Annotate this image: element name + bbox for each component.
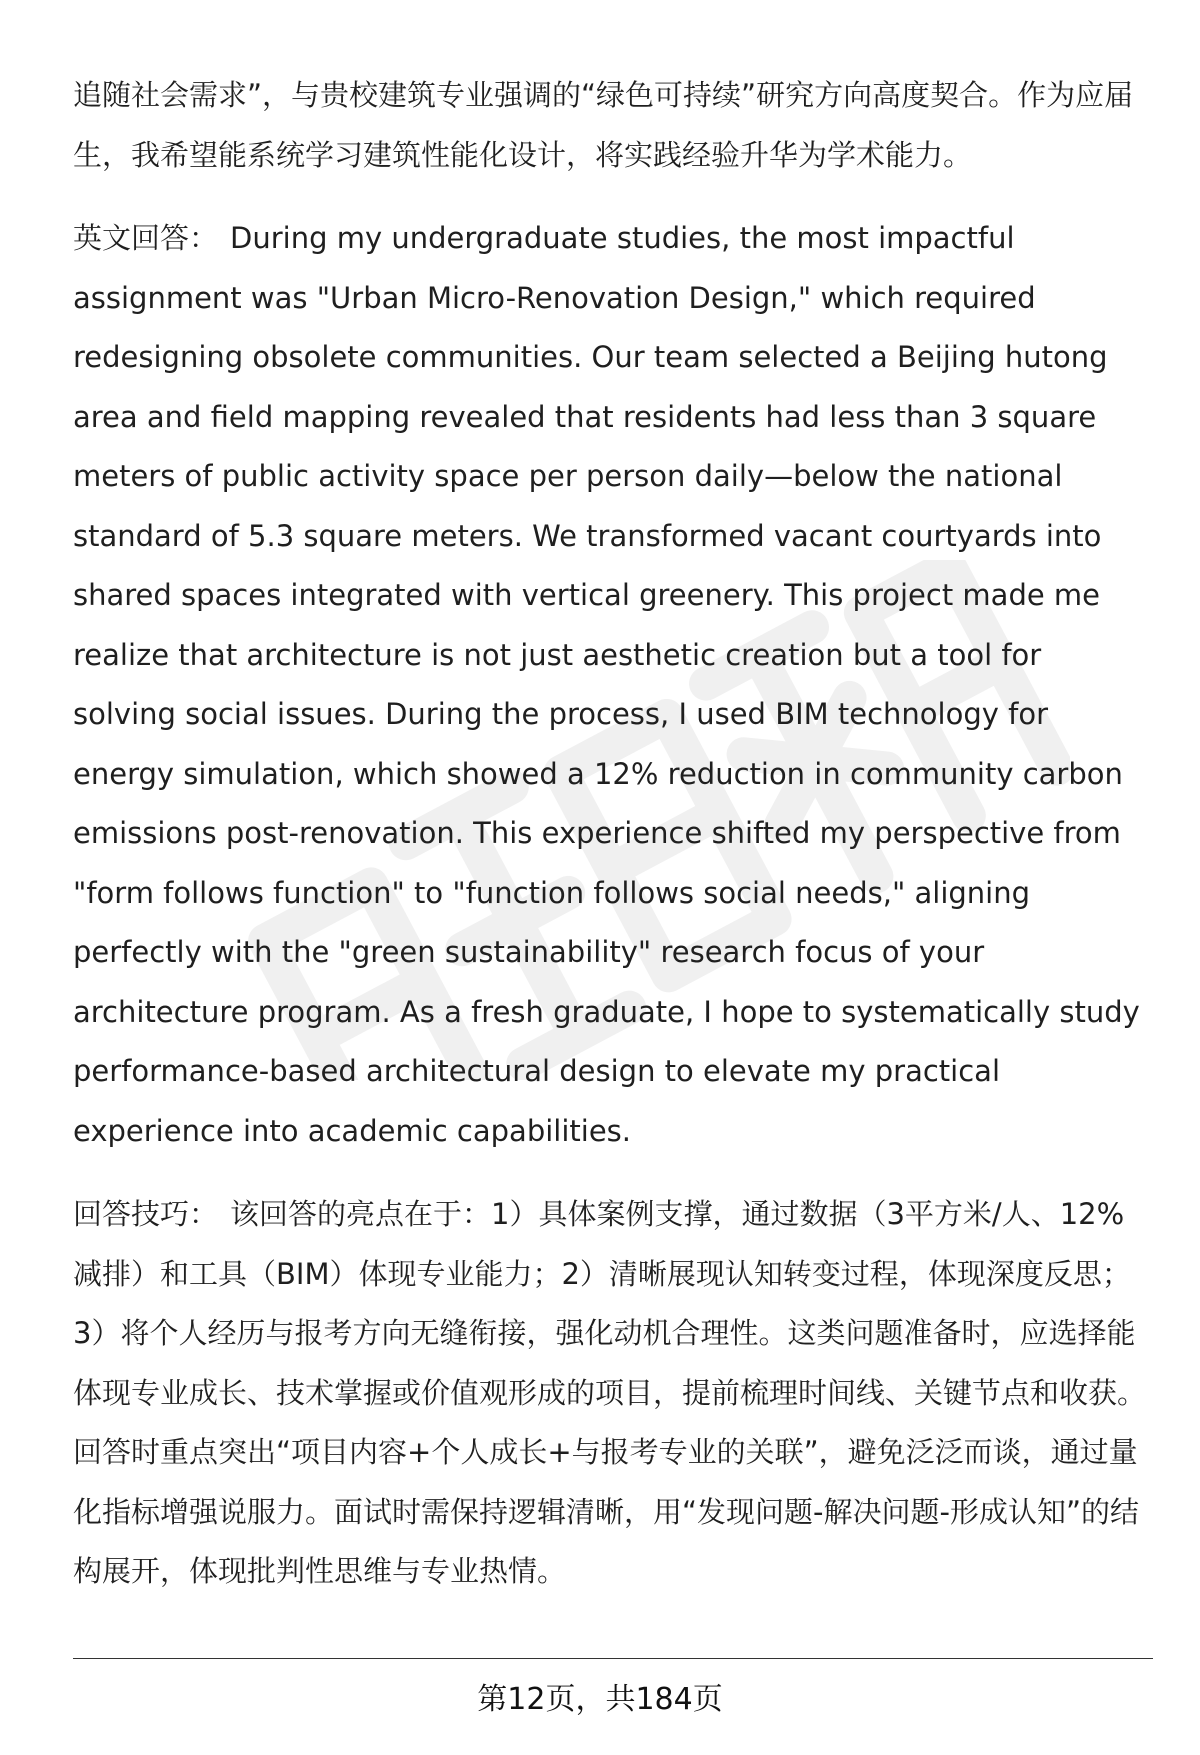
english-answer-text: During my undergraduate studies, the most impactful assignment was "Urban Micro-Renovation Design," which required redesigning obsolete communities. Our team selected a Beijing hutong area and field mapping revealed that residents had less than 3 square meters of public activity space per person daily—below the national standard of 5.3 square meters. We transformed vacant courtyards into shared spaces integrated with vertical greenery. This project made me realize that architecture is not just aesthetic creation but a tool for solving social issues. During the process, I used BIM technology for energy simulation, which showed a 12% reduction in community carbon emissions post-renovation. This experience shifted my perspective from "form follows function" to "function follows social needs," aligning perfectly with the "green sustainability" research focus of your architecture program. As a fresh graduate, I hope to systematically study performance-based architectural design to elevate my practical experience into academic capabilities. [73, 221, 1140, 1148]
answer-tips-label: 回答技巧： [73, 1197, 219, 1231]
page-number: 第12页，共184页 [477, 1682, 723, 1717]
document-body [73, 66, 1153, 1602]
english-answer-paragraph [73, 209, 1153, 1161]
footer-divider [73, 1658, 1153, 1659]
answer-tips-paragraph [73, 1185, 1153, 1602]
answer-tips-text: 该回答的亮点在于：1）具体案例支撑，通过数据（3平方米/人、12%减排）和工具（BIM）体现专业能力；2）清晰展现认知转变过程，体现深度反思；3）将个人经历与报考方向无缝衔接，强化动机合理性。这类问题准备时，应选择能体现专业成长、技术掌握或价值观形成的项目，提前梳理时间线、关键节点和收获。回答时重点突出“项目内容+个人成长+与报考专业的关联”，避免泛泛而谈，通过量化指标增强说服力。面试时需保持逻辑清晰，用“发现问题-解决问题-形成认知”的结构展开，体现批判性思维与专业热情。 [73, 1197, 1147, 1588]
continuation-paragraph: 追随社会需求”，与贵校建筑专业强调的“绿色可持续”研究方向高度契合。作为应届生，我希望能系统学习建筑性能化设计，将实践经验升华为学术能力。 [73, 78, 1134, 172]
english-answer-label: 英文回答： [73, 221, 219, 255]
